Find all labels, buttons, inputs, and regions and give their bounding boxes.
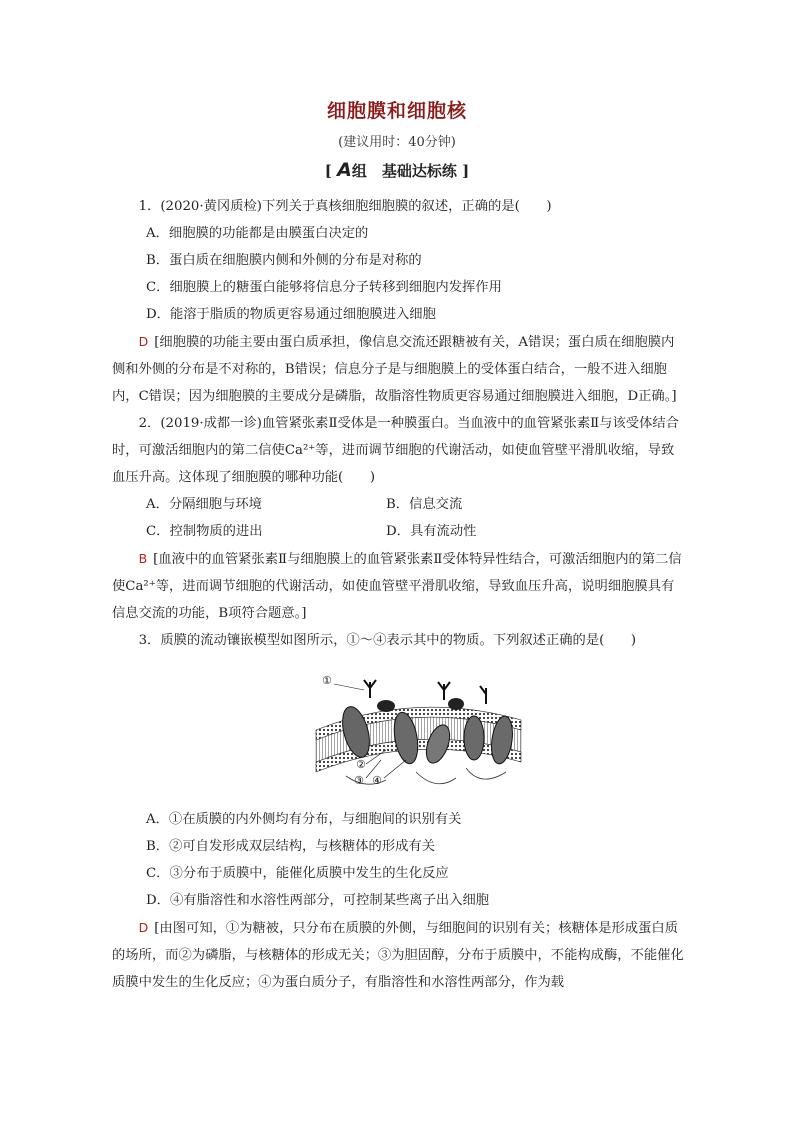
group-letter: A bbox=[337, 159, 352, 181]
q1-option-a: A．细胞膜的功能都是由膜蛋白决定的 bbox=[146, 226, 369, 241]
q2-answer bbox=[112, 545, 684, 627]
figure-label-1: ① bbox=[322, 674, 332, 687]
q2-option-d: D．具有流动性 bbox=[386, 524, 477, 539]
leader-line-1 bbox=[334, 684, 364, 690]
membrane-figure bbox=[112, 654, 684, 806]
protein bbox=[448, 698, 464, 710]
q3-explanation: [由图可知，①为糖被，只分布在质膜的外侧，与细胞间的识别有关；核糖体是形成蛋白质的场所，而②为磷脂，与核糖体的形成无关；③为胆固醇，分布于质膜中，不能构成酶，不能催化质膜中发生的生化反应；④为蛋白质分子，有脂溶性和水溶性两部分，作为载 bbox=[112, 921, 684, 990]
q1-answer-letter: D bbox=[138, 334, 149, 349]
suggested-time: (建议用时：40分钟) bbox=[338, 135, 456, 150]
glycoprotein-chain bbox=[480, 686, 486, 704]
q1-option-c: C．细胞膜上的糖蛋白能够将信息分子转移到细胞内发挥作用 bbox=[146, 280, 502, 295]
figure-label-4: ④ bbox=[372, 774, 382, 787]
q2-option-a: A．分隔细胞与环境 bbox=[146, 497, 262, 512]
q3-option-c: C．③分布于质膜中，能催化质膜中发生的生化反应 bbox=[146, 866, 449, 881]
group-bracket-close: ] bbox=[462, 162, 470, 180]
group-label: 组 基础达标练 bbox=[351, 162, 457, 180]
q2-explanation: [血液中的血管紧张素Ⅱ与细胞膜上的血管紧张素Ⅱ受体特异性结合，可激活细胞内的第二信使Ca²⁺等，进而调节细胞的代谢活动，如使血管壁平滑肌收缩，导致血压升高，说明细胞膜具有信息交流的功能，B项符合题意。] bbox=[112, 552, 682, 621]
page-title: 细胞膜和细胞核 bbox=[326, 100, 467, 122]
q2-answer-letter: B bbox=[138, 551, 148, 566]
glycoprotein-chain bbox=[364, 680, 376, 698]
q1-answer bbox=[112, 328, 684, 410]
protein bbox=[377, 700, 395, 712]
q2-options-row-1 bbox=[112, 491, 684, 518]
group-heading bbox=[0, 159, 794, 181]
q3-option-a: A．①在质膜的内外侧均有分布，与细胞间的识别有关 bbox=[146, 812, 462, 827]
glycoprotein-chain bbox=[438, 682, 450, 700]
q3-option-b: B．②可自发形成双层结构，与核糖体的形成有关 bbox=[146, 839, 436, 854]
q1-option-d: D．能溶于脂质的物质更容易通过细胞膜进入细胞 bbox=[146, 307, 436, 322]
q3-option-d: D．④有脂溶性和水溶性两部分，可控制某些离子出入细胞 bbox=[146, 893, 490, 908]
q2-option-c: C．控制物质的进出 bbox=[146, 524, 263, 539]
q1-explanation: [细胞膜的功能主要由蛋白质承担，像信息交流还跟糖被有关，A错误；蛋白质在细胞膜内侧和外侧的分布是不对称的，B错误；信息分子是与细胞膜上的受体蛋白结合，一般不进入细胞内，C错误；因为细胞膜的主要成分是磷脂，故脂溶性物质更容易通过细胞膜进入细胞，D正确。] bbox=[112, 335, 677, 404]
group-bracket-open: [ bbox=[324, 162, 332, 180]
q2-option-b: B．信息交流 bbox=[386, 497, 463, 512]
cytoskeleton-filaments bbox=[346, 768, 506, 784]
figure-label-3: ③ bbox=[354, 774, 364, 787]
figure-label-2: ② bbox=[356, 758, 366, 771]
q3-answer bbox=[112, 914, 684, 996]
q3-answer-letter: D bbox=[138, 920, 149, 935]
leader-line-4 bbox=[384, 760, 406, 778]
question-list bbox=[112, 193, 684, 996]
fluid-mosaic-diagram bbox=[306, 660, 526, 800]
q3-stem: 3．质膜的流动镶嵌模型如图所示，①～④表示其中的物质。下列叙述正确的是( ) bbox=[138, 633, 637, 648]
protein bbox=[464, 716, 484, 760]
q2-options-row-2 bbox=[112, 518, 684, 545]
q2-stem: 2．(2019·成都一诊)血管紧张素Ⅱ受体是一种膜蛋白。当血液中的血管紧张素Ⅱ与该受体结合时，可激活细胞内的第二信使Ca²⁺等，进而调节细胞的代谢活动，如使血管壁平滑肌收缩，导致血压升高。这体现了细胞膜的哪种功能( ) bbox=[112, 416, 679, 485]
q1-option-b: B．蛋白质在细胞膜内侧和外侧的分布是对称的 bbox=[146, 253, 422, 268]
q1-stem: 1．(2020·黄冈质检)下列关于真核细胞细胞膜的叙述，正确的是( ) bbox=[138, 199, 552, 214]
